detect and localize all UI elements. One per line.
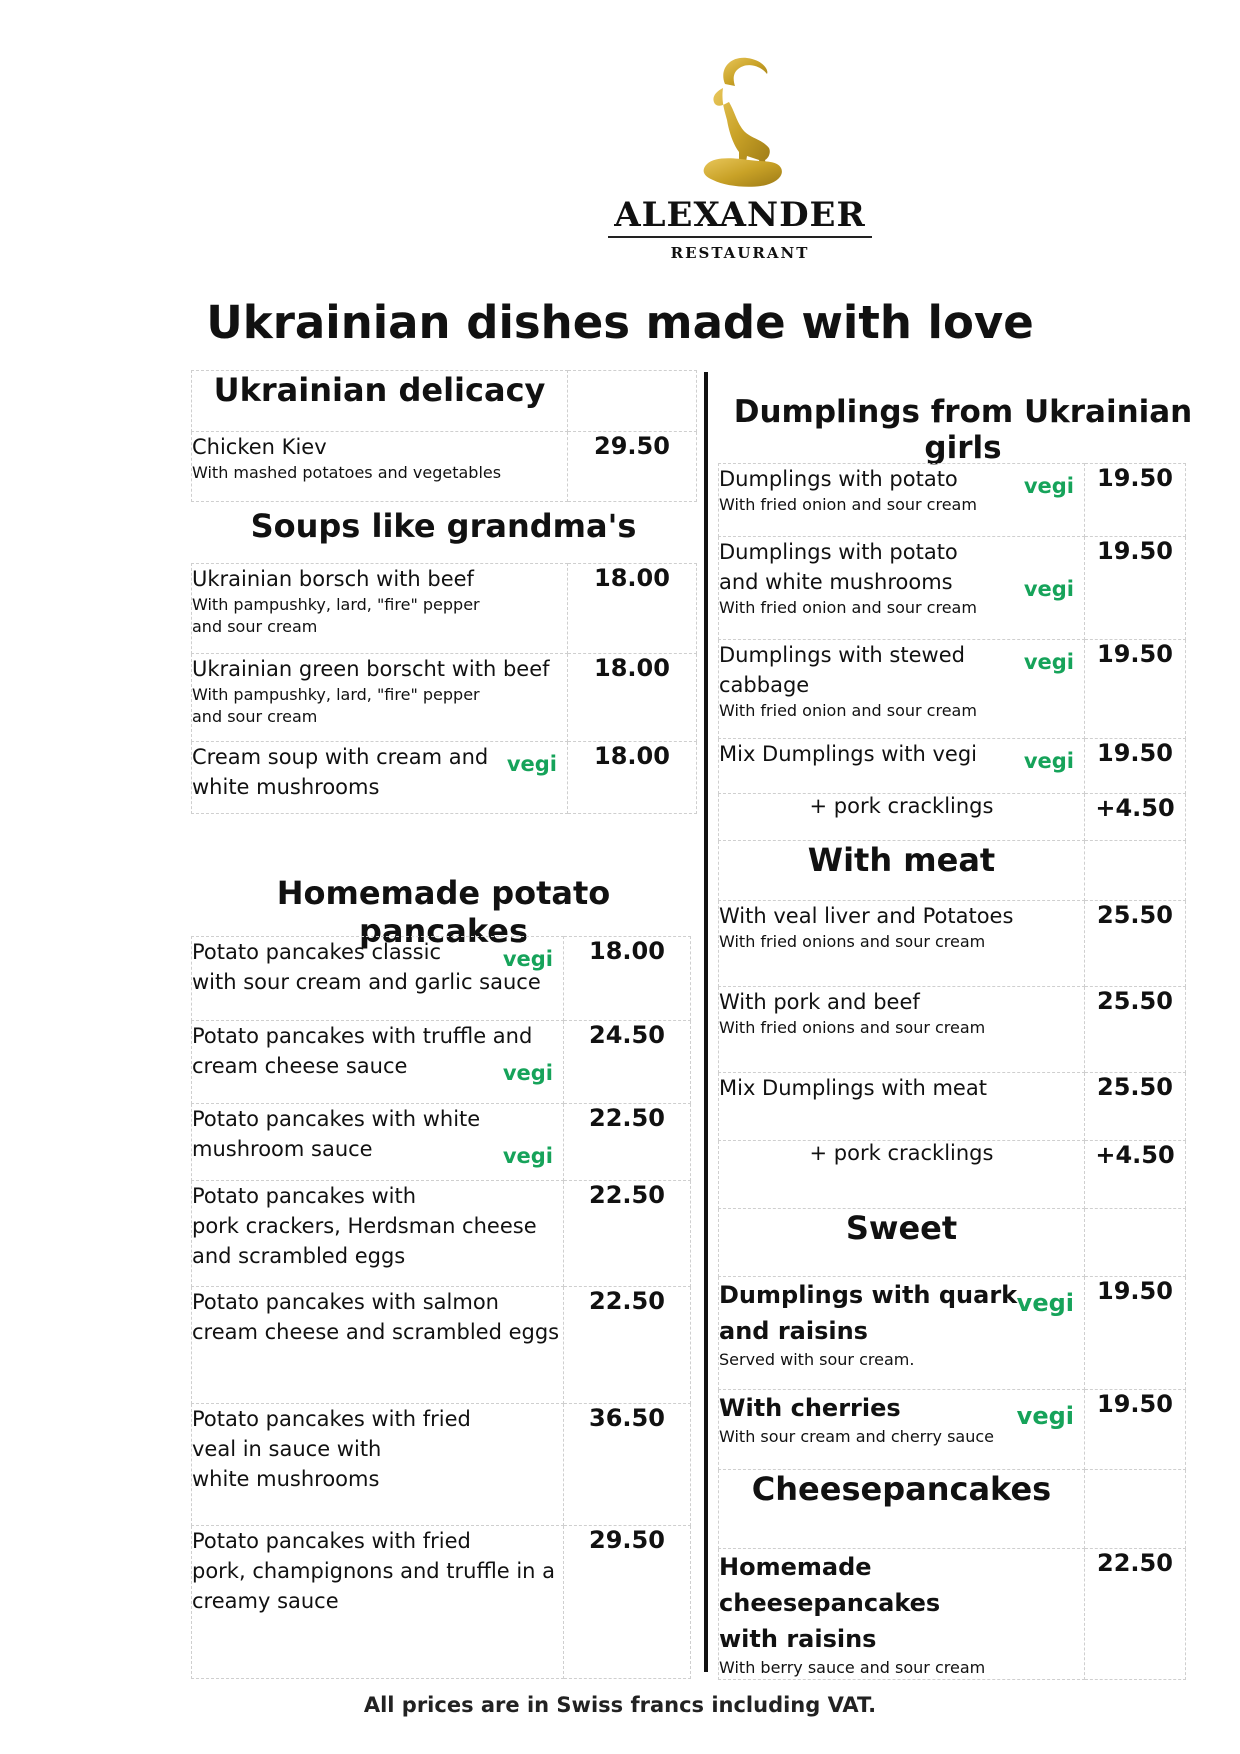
menu-item — [192, 1287, 564, 1404]
section-heading-pancakes: Homemade potato pancakes — [276, 874, 611, 950]
dish-price: 19.50 — [1085, 1277, 1186, 1390]
dish-price: 19.50 — [1085, 537, 1186, 640]
dish-price: 19.50 — [1085, 739, 1186, 794]
dish-price: 19.50 — [1085, 464, 1186, 537]
menu-item — [192, 937, 564, 1021]
dish-price: 18.00 — [568, 654, 697, 742]
menu-item — [719, 537, 1085, 640]
dish-name: Potato pancakes with truffle and — [192, 1024, 533, 1048]
section-heading-dumplings: Dumplings from Ukrainian girls — [733, 394, 1193, 466]
dish-price: 22.50 — [1085, 1549, 1186, 1680]
extra-option: + pork cracklings — [719, 794, 1085, 841]
dish-price: 22.50 — [564, 1104, 691, 1181]
dish-price: 19.50 — [1085, 1390, 1186, 1470]
dish-name: Ukrainian green borscht with beef — [192, 657, 550, 681]
menu-item — [719, 640, 1085, 739]
dish-name: Potato pancakes with — [192, 1184, 417, 1208]
dish-description: With fried onion and sour cream — [719, 495, 977, 514]
dish-price: 18.00 — [568, 742, 697, 814]
menu-item — [192, 564, 568, 654]
dish-name: With pork and beef — [719, 990, 920, 1014]
dish-name: Mix Dumplings with meat — [719, 1076, 987, 1100]
dish-description: and sour cream — [192, 707, 318, 726]
dish-description: With sour cream and cherry sauce — [719, 1427, 995, 1446]
dish-name: cream cheese and scrambled eggs — [192, 1320, 560, 1344]
dish-price: 22.50 — [564, 1181, 691, 1287]
dish-name: Cream soup with cream and — [192, 745, 489, 769]
dish-name: Dumplings with potato — [719, 467, 958, 491]
dish-name: cabbage — [719, 673, 810, 697]
delicacy-table — [191, 370, 697, 502]
menu-item — [192, 1021, 564, 1104]
menu-item — [719, 1390, 1085, 1470]
dish-name: and raisins — [719, 1317, 868, 1345]
dish-price: 25.50 — [1085, 1073, 1186, 1141]
price-note: All prices are in Swiss francs including VAT. — [363, 1693, 877, 1717]
vegi-badge: vegi — [1023, 577, 1074, 601]
vegi-badge: vegi — [1023, 650, 1074, 674]
dish-name: white mushrooms — [192, 1467, 380, 1491]
menu-item — [719, 739, 1085, 794]
dish-name: with sour cream and garlic sauce — [192, 970, 541, 994]
vegi-badge: vegi — [1023, 749, 1074, 773]
dish-name: Potato pancakes classic — [192, 940, 442, 964]
dish-price: 18.00 — [568, 564, 697, 654]
dish-description: and sour cream — [192, 617, 318, 636]
menu-item — [192, 1181, 564, 1287]
menu-item — [192, 1104, 564, 1181]
dish-name: Homemade cheesepancakes — [719, 1553, 941, 1617]
dish-price: 18.00 — [564, 937, 691, 1021]
dish-name: Dumplings with potato — [719, 540, 958, 564]
vegi-badge: vegi — [1016, 1289, 1074, 1317]
dish-description: With pampushky, lard, "fire" pepper — [192, 685, 480, 704]
dish-price: 29.50 — [564, 1526, 691, 1679]
dish-name: creamy sauce — [192, 1589, 339, 1613]
column-divider — [704, 372, 708, 1672]
dish-description: With fried onions and sour cream — [719, 1018, 986, 1037]
menu-item — [719, 1549, 1085, 1680]
menu-item — [719, 901, 1085, 987]
page-title: Ukrainian dishes made with love — [206, 296, 1034, 349]
dish-name: veal in sauce with — [192, 1437, 382, 1461]
logo-divider — [608, 236, 872, 238]
menu-item — [192, 1404, 564, 1526]
vegi-badge: vegi — [506, 752, 557, 776]
menu-item — [719, 987, 1085, 1073]
pancakes-table — [191, 936, 691, 1679]
dish-description: Served with sour cream. — [719, 1350, 915, 1369]
dish-name: and scrambled eggs — [192, 1244, 406, 1268]
section-heading-cheesepancakes: Cheesepancakes — [719, 1470, 1085, 1549]
menu-item — [719, 1277, 1085, 1390]
brand-subtitle: RESTAURANT — [670, 244, 810, 262]
ibex-goat-icon — [685, 52, 795, 192]
dish-name: Ukrainian borsch with beef — [192, 567, 474, 591]
dish-name: cream cheese sauce — [192, 1054, 408, 1078]
dish-name: white mushrooms — [192, 775, 380, 799]
section-heading-soups: Soups like grandma's — [250, 507, 637, 545]
extra-price: +4.50 — [1085, 1141, 1186, 1209]
dish-name: With veal liver and Potatoes — [719, 904, 1014, 928]
dish-name: Dumplings with quark — [719, 1281, 1018, 1309]
dish-description: With pampushky, lard, "fire" pepper — [192, 595, 480, 614]
soups-table — [191, 563, 697, 814]
section-heading-meat: With meat — [719, 841, 1085, 901]
dish-name: pork crackers, Herdsman cheese — [192, 1214, 537, 1238]
dish-description: With berry sauce and sour cream — [719, 1658, 986, 1677]
restaurant-logo — [600, 52, 880, 267]
dish-price: 24.50 — [564, 1021, 691, 1104]
vegi-badge: vegi — [1023, 474, 1074, 498]
dish-description: With mashed potatoes and vegetables — [192, 463, 502, 482]
menu-item — [192, 432, 568, 502]
dish-price: 29.50 — [568, 432, 697, 502]
dish-name: mushroom sauce — [192, 1137, 373, 1161]
extra-option: + pork cracklings — [719, 1141, 1085, 1209]
dish-name: and white mushrooms — [719, 570, 953, 594]
dish-price: 36.50 — [564, 1404, 691, 1526]
section-heading-delicacy: Ukrainian delicacy — [192, 371, 568, 432]
dish-price: 19.50 — [1085, 640, 1186, 739]
dish-price: 25.50 — [1085, 987, 1186, 1073]
vegi-badge: vegi — [1016, 1402, 1074, 1430]
dish-name: Dumplings with stewed — [719, 643, 965, 667]
dish-name: With cherries — [719, 1394, 901, 1422]
extra-price: +4.50 — [1085, 794, 1186, 841]
dish-description: With fried onions and sour cream — [719, 932, 986, 951]
section-heading-sweet: Sweet — [719, 1209, 1085, 1277]
dish-price: 25.50 — [1085, 901, 1186, 987]
dish-price: 22.50 — [564, 1287, 691, 1404]
brand-name: ALEXANDER — [614, 195, 866, 235]
vegi-badge: vegi — [502, 947, 553, 971]
dish-name: Potato pancakes with fried — [192, 1529, 471, 1553]
vegi-badge: vegi — [502, 1144, 553, 1168]
menu-item — [192, 1526, 564, 1679]
vegi-badge: vegi — [502, 1061, 553, 1085]
menu-item — [719, 464, 1085, 537]
right-menu-table — [718, 463, 1186, 1680]
menu-item — [192, 742, 568, 814]
menu-item — [719, 1073, 1085, 1141]
dish-name: Potato pancakes with fried — [192, 1407, 471, 1431]
dish-description: With fried onion and sour cream — [719, 598, 977, 617]
dish-name: Potato pancakes with white — [192, 1107, 481, 1131]
dish-description: With fried onion and sour cream — [719, 701, 977, 720]
dish-name: with raisins — [719, 1625, 877, 1653]
dish-name: Chicken Kiev — [192, 435, 327, 459]
dish-name: Mix Dumplings with vegi — [719, 742, 977, 766]
menu-item — [192, 654, 568, 742]
dish-name: Potato pancakes with salmon — [192, 1290, 499, 1314]
dish-name: pork, champignons and truffle in a — [192, 1559, 556, 1583]
